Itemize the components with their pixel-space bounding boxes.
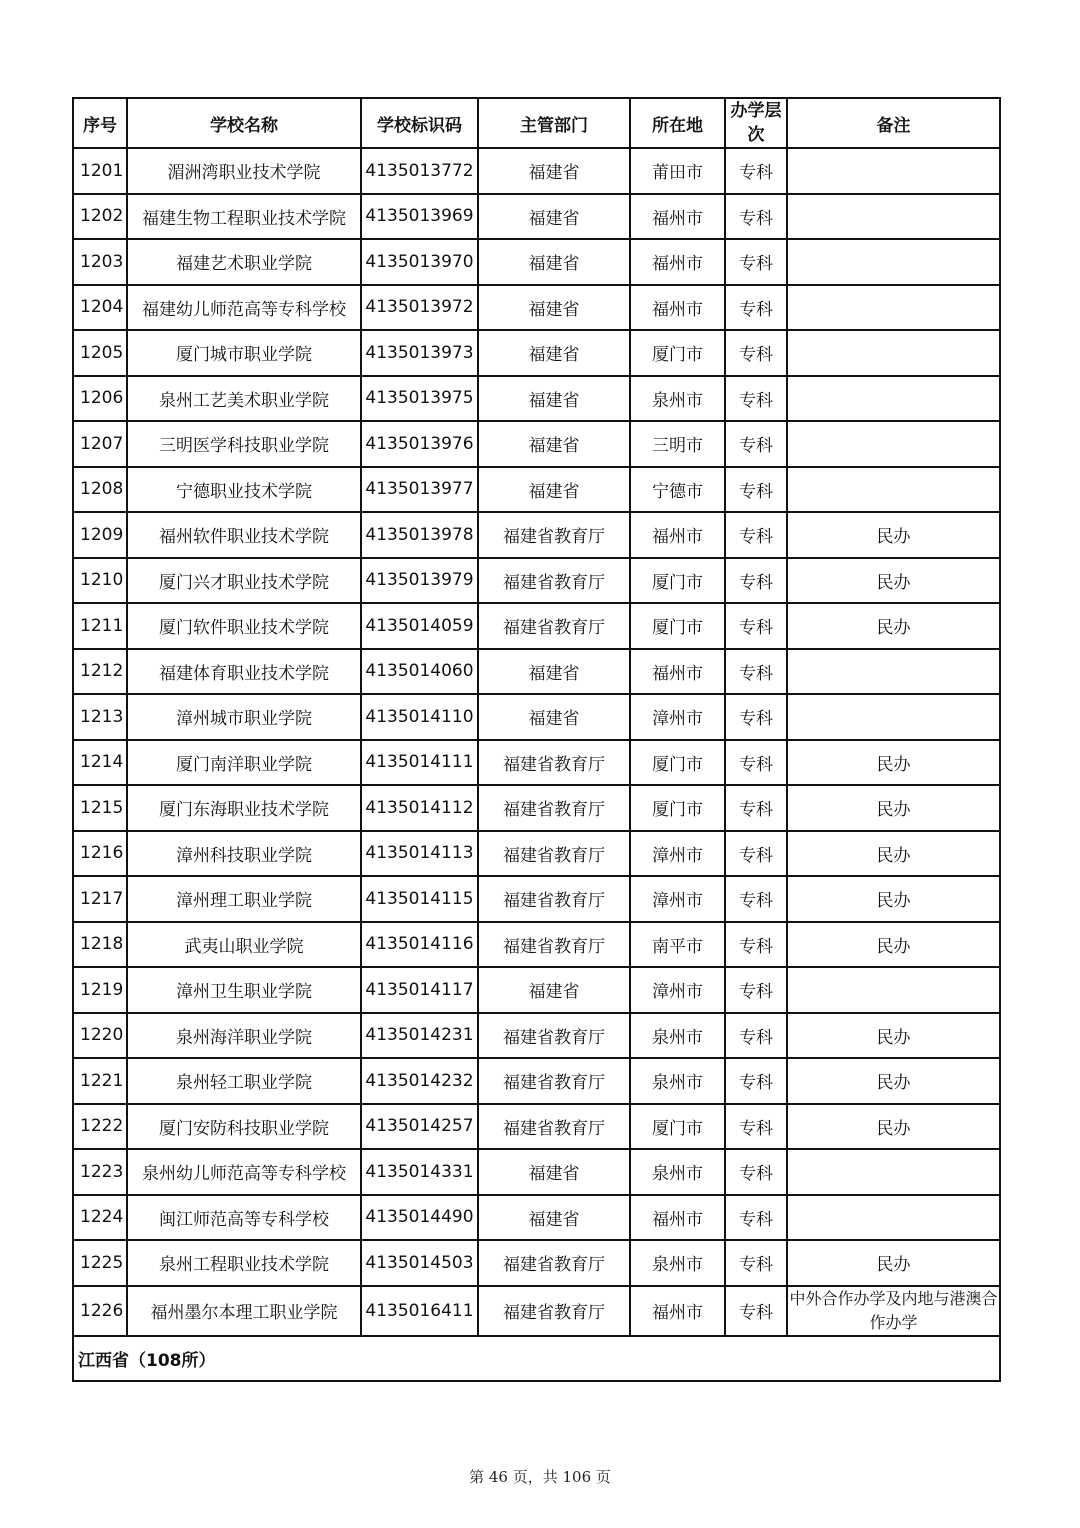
- cell-school-name: 漳州城市职业学院: [127, 694, 361, 740]
- cell-department: 福建省教育厅: [478, 922, 630, 968]
- cell-school-name: 福建生物工程职业技术学院: [127, 194, 361, 240]
- cell-department: 福建省教育厅: [478, 1013, 630, 1059]
- cell-department: 福建省教育厅: [478, 603, 630, 649]
- cell-location: 三明市: [630, 421, 725, 467]
- cell-school-code: 4135014112: [361, 785, 478, 831]
- cell-note: 民办: [787, 1013, 1000, 1059]
- cell-department: 福建省: [478, 1149, 630, 1195]
- header-level: 办学层次: [725, 98, 787, 148]
- cell-school-name: 漳州科技职业学院: [127, 831, 361, 877]
- header-department: 主管部门: [478, 98, 630, 148]
- table-row: [73, 1195, 1000, 1241]
- cell-level: 专科: [725, 876, 787, 922]
- cell-department: 福建省教育厅: [478, 1104, 630, 1150]
- cell-department: 福建省: [478, 694, 630, 740]
- cell-index: 1219: [73, 967, 127, 1013]
- table-row: [73, 694, 1000, 740]
- cell-location: 漳州市: [630, 831, 725, 877]
- cell-note: [787, 1149, 1000, 1195]
- cell-note: 民办: [787, 1104, 1000, 1150]
- cell-school-code: 4135016411: [361, 1286, 478, 1336]
- cell-location: 泉州市: [630, 376, 725, 422]
- table-row: [73, 512, 1000, 558]
- cell-school-name: 厦门安防科技职业学院: [127, 1104, 361, 1150]
- cell-department: 福建省: [478, 330, 630, 376]
- cell-location: 厦门市: [630, 1104, 725, 1150]
- cell-department: 福建省教育厅: [478, 876, 630, 922]
- cell-department: 福建省教育厅: [478, 1286, 630, 1336]
- cell-location: 福州市: [630, 1286, 725, 1336]
- cell-school-code: 4135013976: [361, 421, 478, 467]
- cell-school-code: 4135013973: [361, 330, 478, 376]
- cell-note: 民办: [787, 876, 1000, 922]
- cell-school-code: 4135013972: [361, 285, 478, 331]
- schools-table: [72, 97, 1001, 1382]
- cell-location: 漳州市: [630, 967, 725, 1013]
- cell-level: 专科: [725, 148, 787, 194]
- header-row: [73, 98, 1000, 148]
- cell-school-code: 4135014060: [361, 649, 478, 695]
- cell-location: 福州市: [630, 1195, 725, 1241]
- cell-location: 福州市: [630, 285, 725, 331]
- cell-school-code: 4135014111: [361, 740, 478, 786]
- cell-department: 福建省: [478, 194, 630, 240]
- cell-department: 福建省: [478, 467, 630, 513]
- cell-level: 专科: [725, 603, 787, 649]
- cell-school-code: 4135013970: [361, 239, 478, 285]
- cell-note: [787, 967, 1000, 1013]
- cell-level: 专科: [725, 239, 787, 285]
- cell-location: 厦门市: [630, 558, 725, 604]
- cell-note: 民办: [787, 512, 1000, 558]
- cell-department: 福建省教育厅: [478, 1058, 630, 1104]
- cell-school-name: 厦门兴才职业技术学院: [127, 558, 361, 604]
- cell-location: 福州市: [630, 194, 725, 240]
- cell-index: 1224: [73, 1195, 127, 1241]
- cell-index: 1202: [73, 194, 127, 240]
- section-row: [73, 1336, 1000, 1382]
- cell-level: 专科: [725, 1286, 787, 1336]
- cell-note: 民办: [787, 603, 1000, 649]
- cell-index: 1203: [73, 239, 127, 285]
- cell-department: 福建省: [478, 967, 630, 1013]
- cell-school-name: 泉州工艺美术职业学院: [127, 376, 361, 422]
- cell-level: 专科: [725, 740, 787, 786]
- cell-note: 民办: [787, 558, 1000, 604]
- cell-school-name: 闽江师范高等专科学校: [127, 1195, 361, 1241]
- cell-index: 1205: [73, 330, 127, 376]
- cell-index: 1222: [73, 1104, 127, 1150]
- cell-school-name: 泉州轻工职业学院: [127, 1058, 361, 1104]
- cell-school-name: 泉州海洋职业学院: [127, 1013, 361, 1059]
- cell-index: 1221: [73, 1058, 127, 1104]
- cell-location: 福州市: [630, 239, 725, 285]
- cell-department: 福建省: [478, 239, 630, 285]
- table-row: [73, 1104, 1000, 1150]
- cell-note: [787, 421, 1000, 467]
- cell-index: 1212: [73, 649, 127, 695]
- table-row: [73, 376, 1000, 422]
- cell-department: 福建省: [478, 649, 630, 695]
- table-row: [73, 1058, 1000, 1104]
- cell-school-code: 4135014113: [361, 831, 478, 877]
- cell-level: 专科: [725, 967, 787, 1013]
- cell-school-name: 漳州卫生职业学院: [127, 967, 361, 1013]
- cell-index: 1210: [73, 558, 127, 604]
- cell-school-name: 泉州幼儿师范高等专科学校: [127, 1149, 361, 1195]
- cell-level: 专科: [725, 1104, 787, 1150]
- cell-index: 1215: [73, 785, 127, 831]
- cell-department: 福建省: [478, 148, 630, 194]
- table-row: [73, 330, 1000, 376]
- cell-note: 民办: [787, 785, 1000, 831]
- table-row: [73, 876, 1000, 922]
- cell-level: 专科: [725, 649, 787, 695]
- cell-department: 福建省教育厅: [478, 785, 630, 831]
- cell-index: 1206: [73, 376, 127, 422]
- cell-index: 1213: [73, 694, 127, 740]
- table-row: [73, 239, 1000, 285]
- cell-index: 1226: [73, 1286, 127, 1336]
- cell-department: 福建省: [478, 421, 630, 467]
- table-row: [73, 148, 1000, 194]
- cell-department: 福建省教育厅: [478, 831, 630, 877]
- cell-level: 专科: [725, 1240, 787, 1286]
- table-row: [73, 967, 1000, 1013]
- cell-location: 泉州市: [630, 1240, 725, 1286]
- cell-level: 专科: [725, 376, 787, 422]
- cell-note: [787, 1195, 1000, 1241]
- cell-index: 1218: [73, 922, 127, 968]
- table-row: [73, 1013, 1000, 1059]
- cell-note: [787, 194, 1000, 240]
- cell-department: 福建省教育厅: [478, 740, 630, 786]
- cell-school-name: 武夷山职业学院: [127, 922, 361, 968]
- cell-level: 专科: [725, 1013, 787, 1059]
- cell-location: 漳州市: [630, 694, 725, 740]
- cell-school-code: 4135013977: [361, 467, 478, 513]
- cell-level: 专科: [725, 785, 787, 831]
- table-row: [73, 740, 1000, 786]
- table-row: [73, 1286, 1000, 1336]
- header-note: 备注: [787, 98, 1000, 148]
- cell-school-code: 4135014110: [361, 694, 478, 740]
- cell-school-code: 4135014231: [361, 1013, 478, 1059]
- cell-school-name: 福建幼儿师范高等专科学校: [127, 285, 361, 331]
- table-row: [73, 831, 1000, 877]
- cell-level: 专科: [725, 467, 787, 513]
- cell-school-code: 4135014331: [361, 1149, 478, 1195]
- cell-school-name: 福建体育职业技术学院: [127, 649, 361, 695]
- cell-index: 1223: [73, 1149, 127, 1195]
- table-row: [73, 467, 1000, 513]
- cell-school-code: 4135013975: [361, 376, 478, 422]
- cell-school-code: 4135014117: [361, 967, 478, 1013]
- cell-index: 1209: [73, 512, 127, 558]
- cell-school-name: 泉州工程职业技术学院: [127, 1240, 361, 1286]
- cell-location: 泉州市: [630, 1149, 725, 1195]
- cell-note: 民办: [787, 1240, 1000, 1286]
- cell-level: 专科: [725, 922, 787, 968]
- table-row: [73, 603, 1000, 649]
- cell-index: 1216: [73, 831, 127, 877]
- cell-department: 福建省: [478, 285, 630, 331]
- cell-level: 专科: [725, 694, 787, 740]
- cell-level: 专科: [725, 1195, 787, 1241]
- cell-school-name: 宁德职业技术学院: [127, 467, 361, 513]
- cell-index: 1214: [73, 740, 127, 786]
- table-row: [73, 558, 1000, 604]
- header-school-code: 学校标识码: [361, 98, 478, 148]
- cell-school-name: 福州软件职业技术学院: [127, 512, 361, 558]
- cell-note: 民办: [787, 831, 1000, 877]
- cell-index: 1204: [73, 285, 127, 331]
- table-row: [73, 1240, 1000, 1286]
- cell-level: 专科: [725, 421, 787, 467]
- cell-school-name: 厦门南洋职业学院: [127, 740, 361, 786]
- cell-note: [787, 239, 1000, 285]
- cell-note: 中外合作办学及内地与港澳合作办学: [787, 1286, 1000, 1336]
- cell-school-name: 三明医学科技职业学院: [127, 421, 361, 467]
- cell-department: 福建省: [478, 1195, 630, 1241]
- cell-location: 厦门市: [630, 330, 725, 376]
- cell-school-code: 4135014059: [361, 603, 478, 649]
- cell-school-code: 4135014490: [361, 1195, 478, 1241]
- table-row: [73, 421, 1000, 467]
- cell-location: 厦门市: [630, 740, 725, 786]
- cell-level: 专科: [725, 1149, 787, 1195]
- cell-location: 福州市: [630, 512, 725, 558]
- cell-note: [787, 330, 1000, 376]
- header-location: 所在地: [630, 98, 725, 148]
- cell-index: 1220: [73, 1013, 127, 1059]
- cell-school-name: 厦门城市职业学院: [127, 330, 361, 376]
- cell-level: 专科: [725, 1058, 787, 1104]
- cell-location: 漳州市: [630, 876, 725, 922]
- cell-index: 1225: [73, 1240, 127, 1286]
- cell-location: 莆田市: [630, 148, 725, 194]
- cell-school-name: 厦门东海职业技术学院: [127, 785, 361, 831]
- header-index: 序号: [73, 98, 127, 148]
- cell-school-name: 湄洲湾职业技术学院: [127, 148, 361, 194]
- cell-note: 民办: [787, 1058, 1000, 1104]
- cell-note: 民办: [787, 922, 1000, 968]
- table-body: [73, 148, 1000, 1336]
- cell-location: 厦门市: [630, 785, 725, 831]
- cell-location: 泉州市: [630, 1058, 725, 1104]
- cell-school-code: 4135013969: [361, 194, 478, 240]
- cell-school-code: 4135013979: [361, 558, 478, 604]
- cell-index: 1207: [73, 421, 127, 467]
- cell-location: 厦门市: [630, 603, 725, 649]
- cell-index: 1211: [73, 603, 127, 649]
- cell-level: 专科: [725, 285, 787, 331]
- cell-index: 1201: [73, 148, 127, 194]
- table-row: [73, 1149, 1000, 1195]
- section-heading: 江西省（108所）: [73, 1336, 1000, 1382]
- cell-note: [787, 467, 1000, 513]
- header-school-name: 学校名称: [127, 98, 361, 148]
- cell-school-code: 4135013978: [361, 512, 478, 558]
- cell-location: 南平市: [630, 922, 725, 968]
- cell-level: 专科: [725, 194, 787, 240]
- cell-note: 民办: [787, 740, 1000, 786]
- cell-department: 福建省教育厅: [478, 512, 630, 558]
- cell-level: 专科: [725, 512, 787, 558]
- table-row: [73, 194, 1000, 240]
- cell-school-name: 福建艺术职业学院: [127, 239, 361, 285]
- cell-school-code: 4135014116: [361, 922, 478, 968]
- cell-note: [787, 694, 1000, 740]
- page-footer: 第 46 页，共 106 页: [469, 1468, 611, 1486]
- table-row: [73, 649, 1000, 695]
- cell-location: 宁德市: [630, 467, 725, 513]
- table-row: [73, 285, 1000, 331]
- cell-school-code: 4135013772: [361, 148, 478, 194]
- cell-index: 1217: [73, 876, 127, 922]
- cell-location: 泉州市: [630, 1013, 725, 1059]
- cell-school-code: 4135014232: [361, 1058, 478, 1104]
- cell-school-code: 4135014503: [361, 1240, 478, 1286]
- cell-school-code: 4135014115: [361, 876, 478, 922]
- cell-note: [787, 649, 1000, 695]
- cell-department: 福建省教育厅: [478, 558, 630, 604]
- cell-note: [787, 376, 1000, 422]
- cell-level: 专科: [725, 330, 787, 376]
- cell-index: 1208: [73, 467, 127, 513]
- cell-school-name: 漳州理工职业学院: [127, 876, 361, 922]
- table-row: [73, 922, 1000, 968]
- cell-school-code: 4135014257: [361, 1104, 478, 1150]
- cell-department: 福建省教育厅: [478, 1240, 630, 1286]
- cell-note: [787, 285, 1000, 331]
- cell-level: 专科: [725, 831, 787, 877]
- cell-level: 专科: [725, 558, 787, 604]
- table-row: [73, 785, 1000, 831]
- cell-school-name: 福州墨尔本理工职业学院: [127, 1286, 361, 1336]
- cell-department: 福建省: [478, 376, 630, 422]
- cell-location: 福州市: [630, 649, 725, 695]
- cell-school-name: 厦门软件职业技术学院: [127, 603, 361, 649]
- cell-note: [787, 148, 1000, 194]
